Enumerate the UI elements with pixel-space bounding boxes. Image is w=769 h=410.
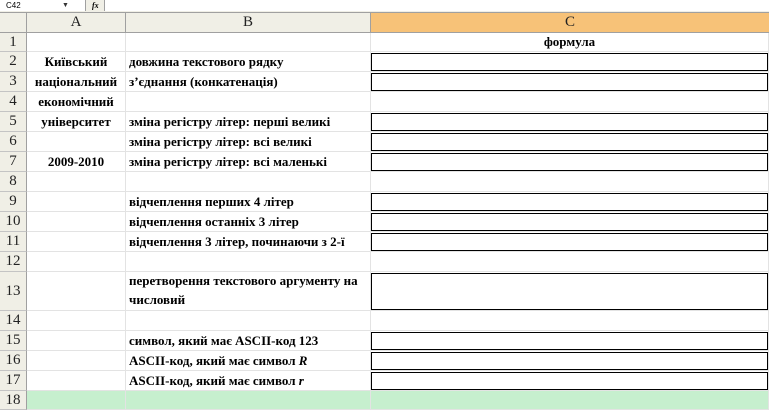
column-header-c[interactable]: C [371,13,769,33]
row-header[interactable]: 1 [0,33,27,52]
formula-answer-cell[interactable] [371,193,768,211]
row-header[interactable]: 14 [0,311,27,331]
row-header[interactable]: 8 [0,172,27,192]
cell-b[interactable]: відчеплення останніх 3 літер [126,212,371,232]
row-header[interactable]: 9 [0,192,27,212]
cell-a[interactable] [27,132,126,152]
cell-b[interactable] [126,371,371,391]
formula-answer-cell[interactable] [371,273,768,310]
cell-a[interactable] [27,192,126,212]
select-all-corner[interactable] [0,13,27,33]
cell-b[interactable] [126,252,371,272]
cell-b[interactable] [126,351,371,371]
row-header[interactable]: 6 [0,132,27,152]
row-header[interactable]: 5 [0,112,27,132]
cell-a[interactable]: 2009-2010 [27,152,126,172]
cell-b[interactable]: символ, який має ASCII-код 123 [126,331,371,351]
cell-b[interactable]: зміна регістру літер: всі маленькі [126,152,371,172]
formula-answer-cell[interactable] [371,53,768,71]
row-header[interactable]: 10 [0,212,27,232]
row-header[interactable]: 4 [0,92,27,112]
formula-bar [0,0,769,13]
cell-c[interactable] [371,391,769,410]
cell-a[interactable] [27,212,126,232]
cell-b[interactable]: зміна регістру літер: всі великі [126,132,371,152]
formula-answer-cell[interactable] [371,372,768,390]
row-header[interactable]: 16 [0,351,27,371]
cell-b[interactable] [126,311,371,331]
row-header[interactable]: 11 [0,232,27,252]
cell-a[interactable]: Київський [27,52,126,72]
formula-answer-cell[interactable] [371,73,768,91]
chevron-down-icon[interactable]: ▼ [62,2,69,9]
row-header[interactable]: 13 [0,272,27,311]
cell-a[interactable] [27,33,126,52]
name-box[interactable] [0,0,86,11]
column-header-a[interactable]: A [27,13,126,33]
cell-a[interactable] [27,232,126,252]
cell-c[interactable] [371,172,769,192]
cell-b[interactable]: зміна регістру літер: перші великі [126,112,371,132]
cell-b[interactable] [126,172,371,192]
cell-text-italic: r [298,372,304,388]
formula-answer-cell[interactable] [371,352,768,370]
cell-b[interactable] [126,33,371,52]
row-header[interactable]: 15 [0,331,27,351]
column-header-b[interactable]: B [126,13,371,33]
formula-answer-cell[interactable] [371,213,768,231]
cell-b[interactable] [126,92,371,112]
cell-text: ASCII-код, який має символ [129,372,299,388]
cell-a[interactable] [27,172,126,192]
cell-a[interactable]: університет [27,112,126,132]
cell-b[interactable]: перетворення текстового аргументу на числовий [126,272,371,311]
name-box-value: C42 [6,1,21,10]
cell-b[interactable]: відчеплення 3 літер, починаючи з 2-ї [126,232,371,252]
cell-a[interactable] [27,311,126,331]
cell-a[interactable] [27,252,126,272]
fx-icon[interactable]: fx [92,1,99,10]
cell-a[interactable] [27,331,126,351]
cell-c[interactable] [371,311,769,331]
formula-answer-cell[interactable] [371,133,768,151]
row-header[interactable]: 17 [0,371,27,391]
cell-a[interactable]: економічний [27,92,126,112]
cell-text-italic: R [298,352,308,368]
cell-a[interactable]: національний [27,72,126,92]
cell-a[interactable] [27,371,126,391]
row-header[interactable]: 7 [0,152,27,172]
cell-c[interactable] [371,92,769,112]
row-header[interactable]: 12 [0,252,27,272]
cell-b[interactable] [126,391,371,410]
formula-answer-cell[interactable] [371,153,768,171]
cell-b[interactable]: довжина текстового рядку [126,52,371,72]
row-header[interactable]: 18 [0,391,27,410]
cell-a[interactable] [27,272,126,311]
cell-a[interactable] [27,391,126,410]
cell-c[interactable] [371,252,769,272]
cell-b[interactable]: з’єднання (конкатенація) [126,72,371,92]
formula-answer-cell[interactable] [371,332,768,350]
cell-c[interactable]: формула [371,33,769,52]
formula-input[interactable] [104,0,769,11]
formula-answer-cell[interactable] [371,113,768,131]
formula-answer-cell[interactable] [371,233,768,251]
row-header[interactable]: 3 [0,72,27,92]
cell-text: ASCII-код, який має символ [129,352,299,368]
cell-a[interactable] [27,351,126,371]
cell-b[interactable]: відчеплення перших 4 літер [126,192,371,212]
row-header[interactable]: 2 [0,52,27,72]
